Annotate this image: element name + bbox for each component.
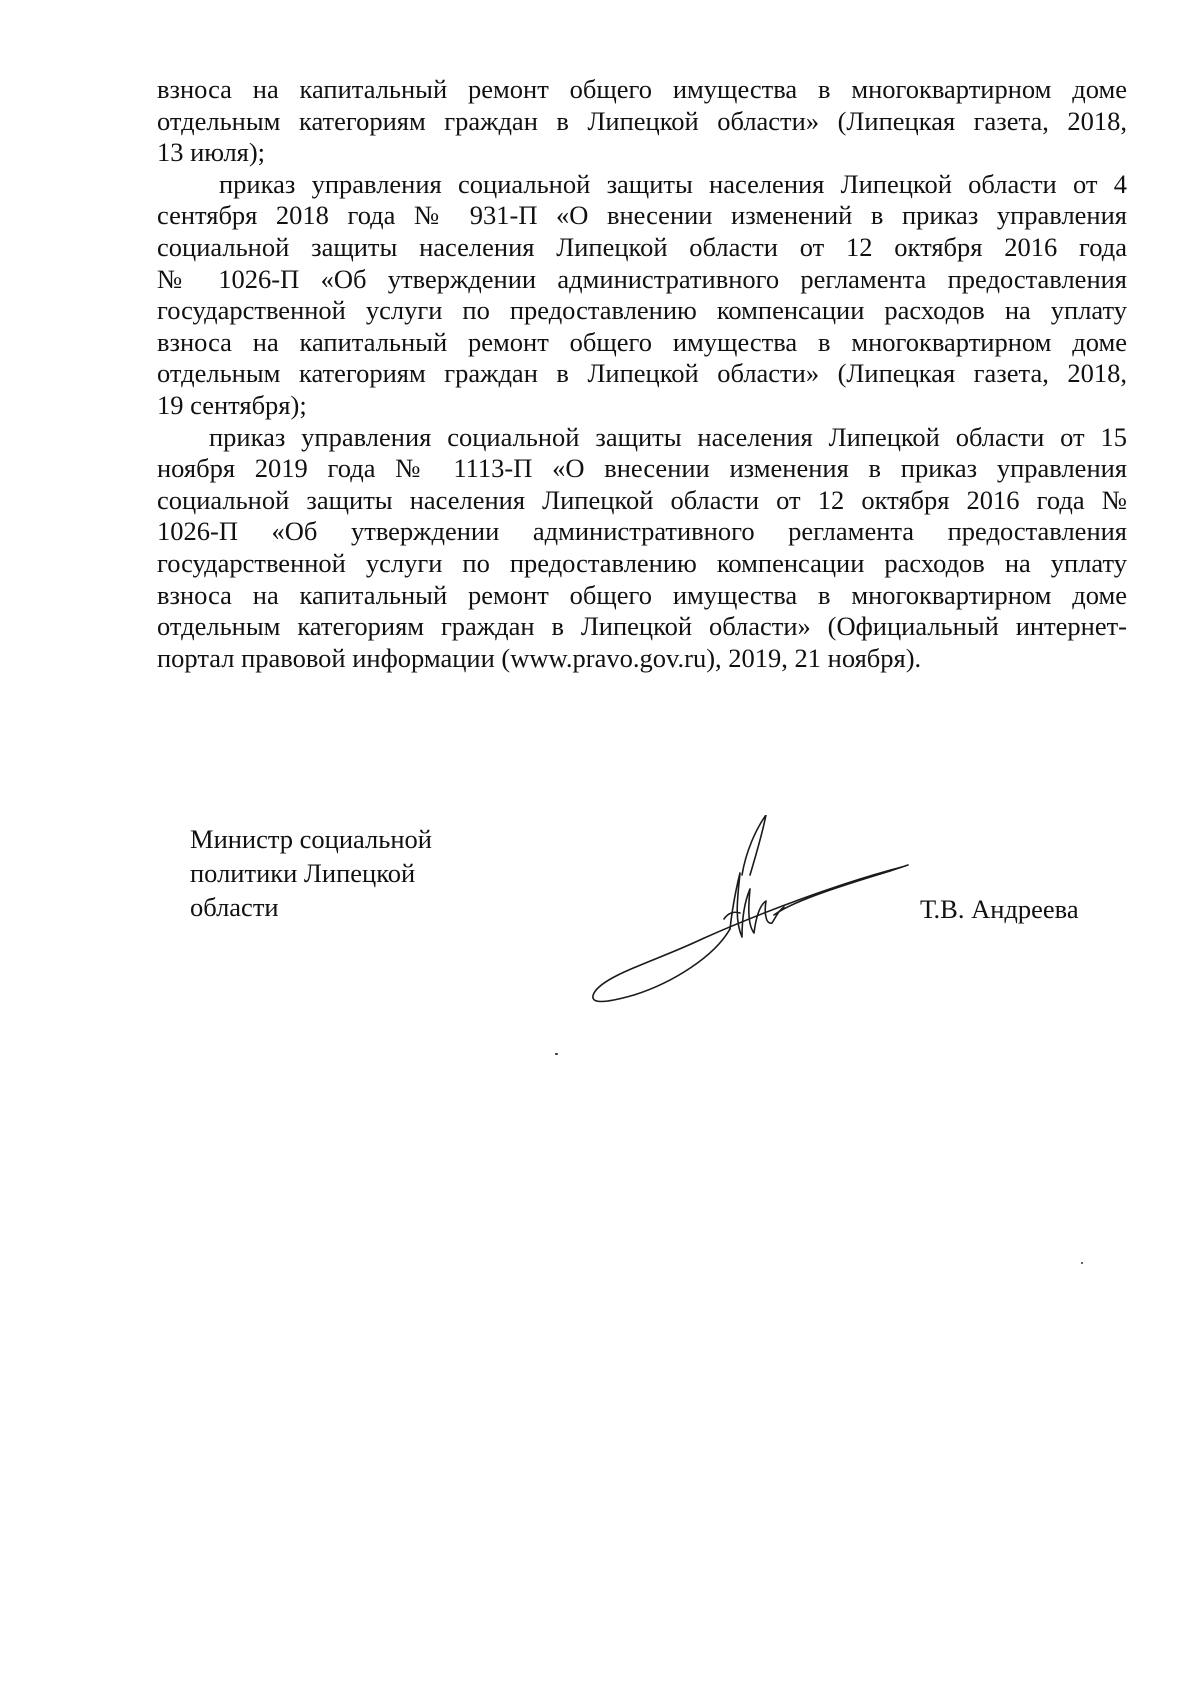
text-line: государственной услуги по предоставлению компенсации расходов на уплату: [157, 547, 1127, 578]
document-body: [157, 74, 1127, 674]
signer-position-line: Министр социальной: [190, 824, 432, 854]
text-line: отдельным категориям граждан в Липецкой области» (Липецкая газета, 2018,: [157, 105, 1127, 136]
signer-name: Т.В. Андреева: [920, 894, 1079, 924]
text-line: 13 июля);: [157, 137, 266, 168]
text-line: взноса на капитальный ремонт общего имущества в многоквартирном доме: [157, 74, 1127, 104]
text-line: отдельным категориям граждан в Липецкой области» (Липецкая газета, 2018,: [157, 358, 1127, 389]
paragraph-1: [157, 74, 1127, 169]
text-line: приказ управления социальной защиты населения Липецкой области от 4: [219, 168, 1127, 199]
text-line: сентября 2018 года № 931-П «О внесении изменений в приказ управления: [157, 200, 1127, 231]
paragraph-3: [157, 422, 1127, 675]
scan-speck: [555, 1053, 558, 1055]
text-line: портал правовой информации (www.pravo.gov.ru), 2019, 21 ноября).: [157, 642, 922, 673]
text-line: взноса на капитальный ремонт общего имущества в многоквартирном доме: [157, 579, 1127, 610]
signer-position: [190, 822, 432, 924]
text-line: 19 сентября);: [157, 389, 307, 420]
signer-position-line: политики Липецкой: [190, 858, 416, 888]
text-line: ноября 2019 года № 1113-П «О внесении изменения в приказ управления: [157, 453, 1127, 484]
text-line: государственной услуги по предоставлению компенсации расходов на уплату: [157, 295, 1127, 326]
handwritten-signature-icon: [590, 815, 920, 1005]
text-line: социальной защиты населения Липецкой области от 12 октября 2016 года №: [157, 484, 1127, 515]
signer-position-line: области: [190, 892, 279, 922]
text-line: социальной защиты населения Липецкой области от 12 октября 2016 года: [157, 231, 1127, 262]
text-line: 1026-П «Об утверждении административного регламента предоставления: [157, 516, 1127, 547]
text-line: отдельным категориям граждан в Липецкой области» (Официальный интернет-: [157, 611, 1127, 642]
scan-speck: [1081, 1262, 1083, 1264]
text-line: № 1026-П «Об утверждении административного регламента предоставления: [157, 263, 1127, 294]
text-line: приказ управления социальной защиты населения Липецкой области от 15: [209, 421, 1127, 452]
text-line: взноса на капитальный ремонт общего имущества в многоквартирном доме: [157, 326, 1127, 357]
paragraph-2: [157, 169, 1127, 422]
